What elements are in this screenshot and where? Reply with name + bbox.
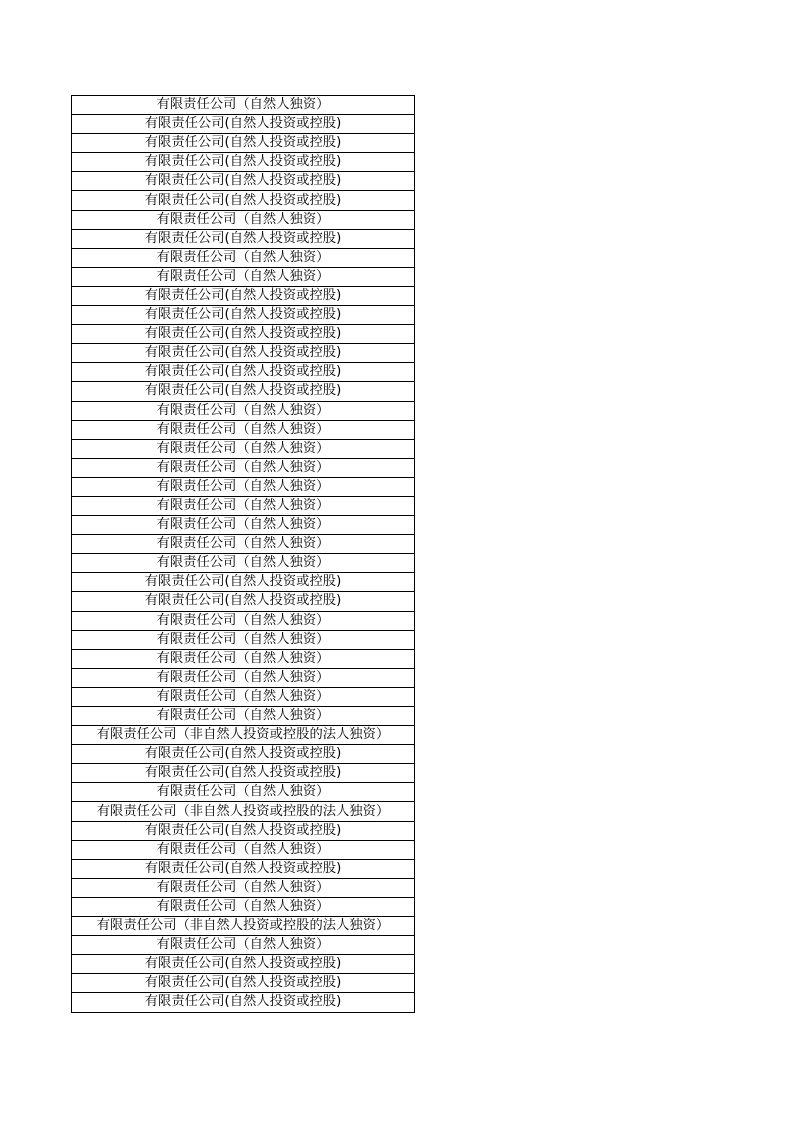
company-type-cell: 有限责任公司（自然人独资） <box>72 439 415 458</box>
company-type-cell: 有限责任公司(自然人投资或控股) <box>72 993 415 1012</box>
company-type-cell: 有限责任公司（自然人独资） <box>72 210 415 229</box>
company-type-cell: 有限责任公司(自然人投资或控股) <box>72 134 415 153</box>
company-type-cell: 有限责任公司(自然人投资或控股) <box>72 191 415 210</box>
table-row <box>72 554 415 573</box>
table-row <box>72 363 415 382</box>
table-row <box>72 611 415 630</box>
company-type-table <box>71 95 415 1013</box>
company-type-cell: 有限责任公司(自然人投资或控股) <box>72 764 415 783</box>
table-row <box>72 917 415 936</box>
company-type-cell: 有限责任公司（自然人独资） <box>72 783 415 802</box>
table-row <box>72 859 415 878</box>
company-type-cell: 有限责任公司(自然人投资或控股) <box>72 363 415 382</box>
table-row <box>72 802 415 821</box>
company-type-cell: 有限责任公司（自然人独资） <box>72 687 415 706</box>
table-row <box>72 458 415 477</box>
company-type-cell: 有限责任公司(自然人投资或控股) <box>72 153 415 172</box>
table-row <box>72 516 415 535</box>
company-type-cell: 有限责任公司（自然人独资） <box>72 477 415 496</box>
company-type-cell: 有限责任公司(自然人投资或控股) <box>72 229 415 248</box>
table-row <box>72 382 415 401</box>
company-type-cell: 有限责任公司（自然人独资） <box>72 535 415 554</box>
table-row <box>72 229 415 248</box>
table-row <box>72 344 415 363</box>
table-row <box>72 707 415 726</box>
company-type-cell: 有限责任公司（自然人独资） <box>72 936 415 955</box>
table-row <box>72 878 415 897</box>
table-row <box>72 325 415 344</box>
table-row <box>72 821 415 840</box>
table-row <box>72 726 415 745</box>
table-row <box>72 286 415 305</box>
table-row <box>72 573 415 592</box>
table-row <box>72 974 415 993</box>
company-type-cell: 有限责任公司(自然人投资或控股) <box>72 592 415 611</box>
table-row <box>72 783 415 802</box>
company-type-cell: 有限责任公司(自然人投资或控股) <box>72 859 415 878</box>
company-type-cell: 有限责任公司（自然人独资） <box>72 516 415 535</box>
company-type-cell: 有限责任公司(自然人投资或控股) <box>72 955 415 974</box>
table-row <box>72 248 415 267</box>
table-row <box>72 592 415 611</box>
company-type-cell: 有限责任公司(自然人投资或控股) <box>72 344 415 363</box>
table-row <box>72 420 415 439</box>
table-row <box>72 96 415 115</box>
table-body <box>72 96 415 1013</box>
company-type-cell: 有限责任公司(自然人投资或控股) <box>72 382 415 401</box>
company-type-cell: 有限责任公司（非自然人投资或控股的法人独资） <box>72 726 415 745</box>
table-row <box>72 172 415 191</box>
table-row <box>72 764 415 783</box>
table-row <box>72 649 415 668</box>
company-type-cell: 有限责任公司(自然人投资或控股) <box>72 821 415 840</box>
company-type-cell: 有限责任公司（自然人独资） <box>72 496 415 515</box>
company-type-cell: 有限责任公司（自然人独资） <box>72 840 415 859</box>
table-row <box>72 496 415 515</box>
table-row <box>72 668 415 687</box>
table-row <box>72 439 415 458</box>
company-type-cell: 有限责任公司（非自然人投资或控股的法人独资） <box>72 802 415 821</box>
table-row <box>72 115 415 134</box>
table-row <box>72 955 415 974</box>
table-row <box>72 134 415 153</box>
company-type-cell: 有限责任公司（自然人独资） <box>72 267 415 286</box>
company-type-cell: 有限责任公司（自然人独资） <box>72 401 415 420</box>
table-row <box>72 477 415 496</box>
table-row <box>72 535 415 554</box>
company-type-cell: 有限责任公司（自然人独资） <box>72 707 415 726</box>
company-type-cell: 有限责任公司(自然人投资或控股) <box>72 325 415 344</box>
company-type-cell: 有限责任公司（自然人独资） <box>72 897 415 916</box>
company-type-cell: 有限责任公司(自然人投资或控股) <box>72 172 415 191</box>
table-row <box>72 306 415 325</box>
company-type-cell: 有限责任公司（自然人独资） <box>72 668 415 687</box>
table-row <box>72 401 415 420</box>
table-row <box>72 840 415 859</box>
company-type-cell: 有限责任公司（自然人独资） <box>72 554 415 573</box>
company-type-cell: 有限责任公司（自然人独资） <box>72 878 415 897</box>
company-type-cell: 有限责任公司（自然人独资） <box>72 458 415 477</box>
table-row <box>72 191 415 210</box>
table-row <box>72 897 415 916</box>
company-type-cell: 有限责任公司（自然人独资） <box>72 611 415 630</box>
table-row <box>72 630 415 649</box>
company-type-cell: 有限责任公司(自然人投资或控股) <box>72 974 415 993</box>
table-row <box>72 153 415 172</box>
table-row <box>72 267 415 286</box>
company-type-cell: 有限责任公司(自然人投资或控股) <box>72 286 415 305</box>
company-type-cell: 有限责任公司（自然人独资） <box>72 630 415 649</box>
company-type-cell: 有限责任公司(自然人投资或控股) <box>72 306 415 325</box>
table-row <box>72 993 415 1012</box>
table-row <box>72 210 415 229</box>
company-type-cell: 有限责任公司（自然人独资） <box>72 649 415 668</box>
company-type-cell: 有限责任公司(自然人投资或控股) <box>72 115 415 134</box>
company-type-cell: 有限责任公司(自然人投资或控股) <box>72 745 415 764</box>
company-type-cell: 有限责任公司（非自然人投资或控股的法人独资） <box>72 917 415 936</box>
company-type-cell: 有限责任公司(自然人投资或控股) <box>72 573 415 592</box>
company-type-cell: 有限责任公司（自然人独资） <box>72 420 415 439</box>
table-row <box>72 687 415 706</box>
table-row <box>72 936 415 955</box>
table-row <box>72 745 415 764</box>
company-type-cell: 有限责任公司（自然人独资） <box>72 248 415 267</box>
company-type-cell: 有限责任公司（自然人独资） <box>72 96 415 115</box>
